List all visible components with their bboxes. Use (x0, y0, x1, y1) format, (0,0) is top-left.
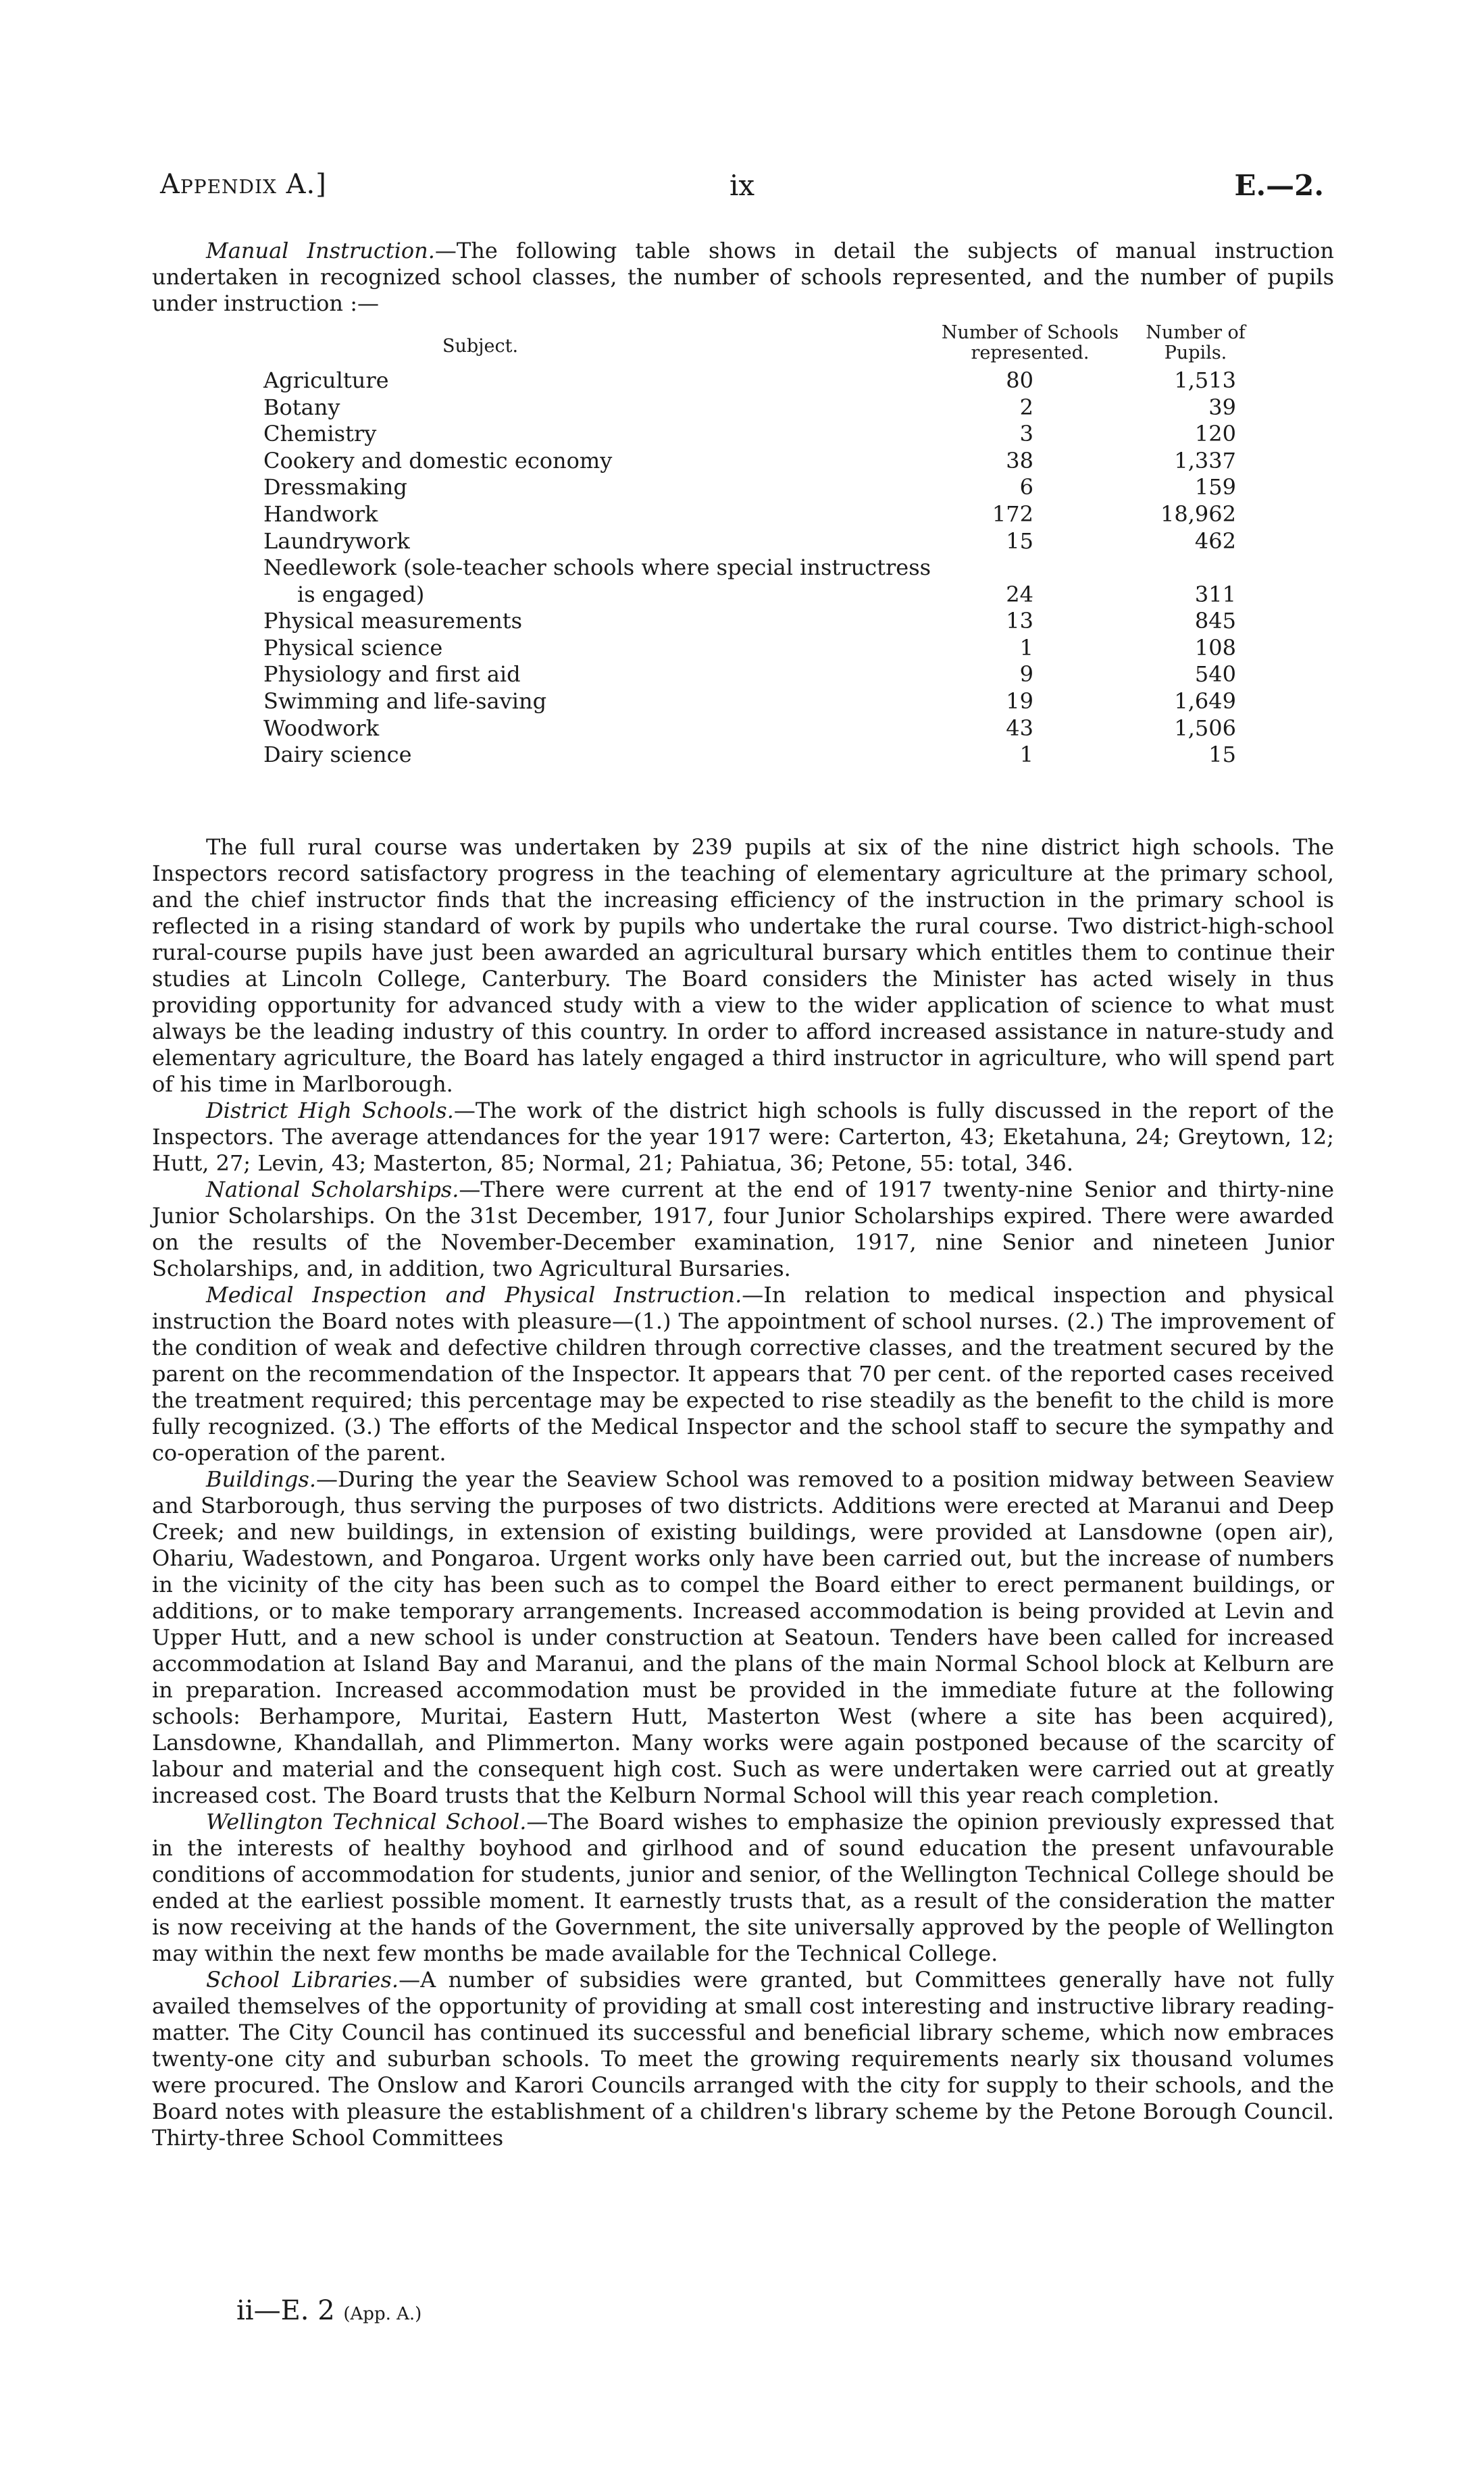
national-scholarships-heading: National Scholarships. (206, 1177, 459, 1202)
district-high-schools-text: —The work of the district high schools is fully discussed in the report of the Inspectors. The average attendances for the year 1917 were: Carterton, 43; Eketahuna, 24; Greytown, 12; Hutt, 27; Levin, 43; Masterton, 85; Normal, 21; Pahiatua, 36; Petone, 55: total, 346. (152, 1098, 1335, 1176)
pupils-cell: 159 (1194, 474, 1236, 501)
technical-school-heading: Wellington Technical School. (206, 1809, 527, 1834)
page-footer (236, 2295, 421, 2326)
header-page-number: ix (729, 169, 755, 202)
subject-name: Woodwork (263, 715, 380, 741)
pupils-cell: 1,649 (1174, 688, 1236, 714)
school-libraries-heading: School Libraries. (206, 1967, 399, 1993)
table-row (263, 555, 1263, 608)
schools-cell: 3 (1019, 421, 1033, 447)
buildings-paragraph (152, 1466, 1334, 1809)
schools-cell: 172 (992, 501, 1033, 527)
manual-instruction-heading: Manual Instruction. (206, 238, 435, 263)
table-header (263, 323, 1263, 367)
school-libraries-paragraph (152, 1967, 1334, 2151)
subject-name: Physical measurements (263, 608, 523, 634)
manual-instruction-table (263, 323, 1263, 769)
schools-cell: 6 (1019, 474, 1033, 501)
pupils-cell: 462 (1194, 528, 1236, 554)
column-header-schools: Number of Schools represented. (941, 322, 1119, 363)
subject-name: Laundrywork (263, 528, 410, 554)
pupils-cell: 311 (1194, 581, 1236, 607)
footer-signature: ii—E. 2 (236, 2295, 335, 2326)
table-row (263, 715, 1263, 742)
page-header (160, 169, 1324, 209)
table-row (263, 421, 1263, 448)
table-row (263, 528, 1263, 555)
pupils-cell: 15 (1208, 742, 1236, 768)
subject-name: Dressmaking (263, 474, 407, 501)
subject-name: Physiology and first aid (263, 661, 521, 688)
schools-cell: 43 (1006, 715, 1033, 741)
pupils-cell: 39 (1208, 394, 1236, 420)
table-row (263, 608, 1263, 635)
subject-cell (263, 394, 993, 421)
table-row (263, 501, 1263, 528)
national-scholarships-text: —There were current at the end of 1917 twenty-nine Senior and thirty-nine Junior Scholarships. On the 31st December, 1917, four Junior Scholarships expired. There were awarded on the results of the November-December examination, 1917, nine Senior and nineteen Junior Scholarships, and, in addition, two Agricultural Bursaries. (152, 1177, 1334, 1281)
header-appendix-label: Appendix A.] (160, 169, 327, 200)
pupils-cell: 108 (1194, 634, 1236, 661)
subject-name: Botany (263, 394, 340, 420)
footer-appendix-note: (App. A.) (343, 2304, 422, 2324)
technical-school-paragraph (152, 1809, 1334, 1967)
subject-name: Chemistry (263, 421, 377, 447)
subject-name: Swimming and life-saving (263, 688, 547, 714)
intro-block (152, 238, 1334, 317)
school-libraries-text: —A number of subsidies were granted, but Committees generally have not fully availed themselves of the opportunity of providing at small cost interesting and instructive library reading-matter. The City Council has continued its successful and beneficial library scheme, which now embraces twenty-one city and suburban schools. To meet the growing requirements nearly six thousand volumes were procured. The Onslow and Karori Councils arranged with the city for supply to their schools, and the Board notes with pleasure the establishment of a children's library scheme by the Petone Borough Council. Thirty-three School Committees (152, 1967, 1335, 2151)
schools-cell: 9 (1019, 661, 1033, 688)
schools-cell: 38 (1006, 447, 1033, 473)
pupils-cell: 1,513 (1174, 367, 1236, 393)
subject-cell (263, 421, 993, 448)
header-report-code: E.—2. (1234, 169, 1324, 202)
subject-cell (263, 448, 993, 475)
subject-cell (263, 528, 993, 555)
district-high-schools-heading: District High Schools. (206, 1098, 454, 1123)
table-row (263, 448, 1263, 475)
column-header-pupils: Number of Pupils. (1146, 322, 1246, 363)
subject-name: Physical science (263, 634, 443, 661)
schools-cell: 2 (1019, 394, 1033, 420)
buildings-heading: Buildings. (206, 1466, 316, 1492)
schools-cell: 19 (1006, 688, 1033, 714)
medical-inspection-text: —In relation to medical inspection and physical instruction the Board notes with pleasure—(1.) The appointment of school nurses. (2.) The improvement of the condition of weak and defective children through corrective classes, and the treatment secured by the parent on the recommendation of the Inspector. It appears that 70 per cent. of the reported cases received the treatment required; this percentage may be expected to rise steadily as the benefit to the child is more fully recognized. (3.) The efforts of the Medical Inspector and the school staff to secure the sympathy and co-operation of the parent. (152, 1282, 1335, 1466)
table-row (263, 688, 1263, 715)
pupils-cell: 1,337 (1174, 447, 1236, 473)
column-header-subject: Subject. (442, 336, 519, 357)
schools-cell: 1 (1019, 742, 1033, 768)
medical-inspection-paragraph (152, 1282, 1334, 1466)
table-row (263, 367, 1263, 394)
table-row (263, 474, 1263, 501)
pupils-cell: 845 (1194, 608, 1236, 634)
manual-instruction-text: —The following table shows in detail the subjects of manual instruction undertaken in recognized school classes, the number of schools represented, and the number of pupils under instruction :— (152, 238, 1335, 316)
table-row (263, 635, 1263, 662)
table-row (263, 661, 1263, 688)
pupils-cell: 1,506 (1174, 715, 1236, 741)
manual-instruction-paragraph (152, 238, 1334, 317)
subject-cell (263, 608, 993, 635)
subject-cell (263, 635, 993, 662)
schools-cell: 13 (1006, 608, 1033, 634)
subject-cell (263, 367, 993, 394)
table-row (263, 742, 1263, 769)
subject-cell (263, 715, 993, 742)
subject-name: Agriculture (263, 367, 389, 393)
district-high-schools-paragraph (152, 1098, 1334, 1177)
schools-cell: 15 (1006, 528, 1033, 554)
schools-cell: 80 (1006, 367, 1033, 393)
table-body (263, 367, 1263, 769)
national-scholarships-paragraph (152, 1177, 1334, 1282)
medical-inspection-heading: Medical Inspection and Physical Instruction. (206, 1282, 742, 1308)
buildings-text: —During the year the Seaview School was removed to a position midway between Seaview and Starborough, thus serving the purposes of two districts. Additions were erected at Maranui and Deep Creek; and new buildings, in extension of existing buildings, were provided at Lansdowne (open air), Ohariu, Wadestown, and Pongaroa. Urgent works only have been carried out, but the increase of numbers in the vicinity of the city has been such as to compel the Board either to erect permanent buildings, or additions, or to make temporary arrangements. Increased accommodation is being provided at Levin and Upper Hutt, and a new school is under construction at Seatoun. Tenders have been called for increased accommodation at Island Bay and Maranui, and the plans of the main Normal School block at Kelburn are in preparation. Increased accommodation must be provided in the immediate future at the following schools: Berhampore, Muritai, Eastern Hutt, Masterton West (where a site has been acquired), Lansdowne, Khandallah, and Plimmerton. Many works were again postponed because of the scarcity of labour and material and the consequent high cost. Such as were undertaken were carried out at greatly increased cost. The Board trusts that the Kelburn Normal School will this year reach completion. (152, 1466, 1334, 1808)
subject-cell (263, 742, 993, 769)
subject-cell (263, 688, 993, 715)
subject-cell (263, 555, 993, 608)
subject-name: Dairy science (263, 742, 412, 768)
subject-cell (263, 474, 993, 501)
pupils-cell: 540 (1194, 661, 1236, 688)
pupils-cell: 18,962 (1160, 501, 1236, 527)
main-text-block (152, 834, 1334, 2151)
subject-name: Needlework (sole-teacher schools where special instructress (263, 555, 931, 581)
pupils-cell: 120 (1194, 421, 1236, 447)
subject-name-continuation: is engaged) (297, 581, 425, 607)
subject-cell (263, 501, 993, 528)
technical-school-text: —The Board wishes to emphasize the opinion previously expressed that in the interests of healthy boyhood and girlhood and of sound education the present unfavourable conditions of accommodation for students, junior and senior, of the Wellington Technical College should be ended at the earliest possible moment. It earnestly trusts that, as a result of the consideration the matter is now receiving at the hands of the Government, the site universally approved by the people of Wellington may within the next few months be made available for the Technical College. (152, 1809, 1335, 1966)
table-row (263, 394, 1263, 421)
rural-course-paragraph: The full rural course was undertaken by 239 pupils at six of the nine district high schools. The Inspectors record satisfactory progress in the teaching of elementary agriculture at the primary school, and the chief instructor finds that the increasing efficiency of the instruction in the primary school is reflected in a rising standard of work by pupils who undertake the rural course. Two district-high-school rural-course pupils have just been awarded an agricultural bursary which entitles them to continue their studies at Lincoln College, Canterbury. The Board considers the Minister has acted wisely in thus providing opportunity for advanced study with a view to the wider application of science to what must always be the leading industry of this country. In order to afford increased assistance in nature-study and elementary agriculture, the Board has lately engaged a third instructor in agriculture, who will spend part of his time in Marlborough. (152, 834, 1334, 1097)
subject-name: Handwork (263, 501, 378, 527)
schools-cell: 24 (1006, 581, 1033, 607)
subject-name: Cookery and domestic economy (263, 447, 613, 473)
subject-cell (263, 661, 993, 688)
schools-cell: 1 (1019, 634, 1033, 661)
